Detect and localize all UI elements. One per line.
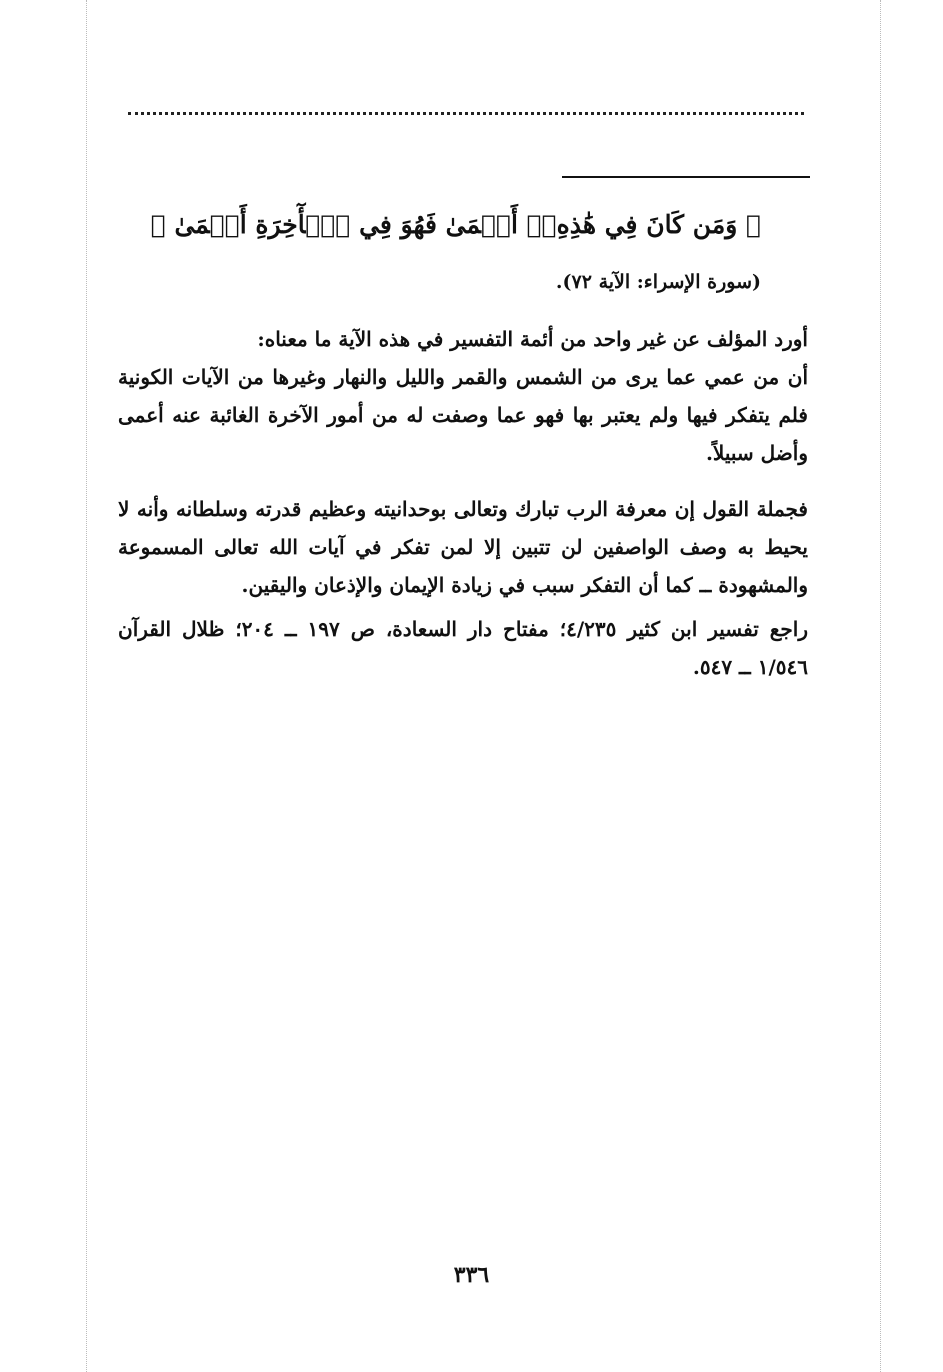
references-paragraph: راجع تفسير ابن كثير ٤/٢٣٥؛ مفتاح دار السعادة، ص ١٩٧ ــ ٢٠٤؛ ظلال القرآن ١/٥٤٦ ــ ٥٤٧. <box>118 617 808 679</box>
commentary-intro: أورد المؤلف عن غير واحد من أئمة التفسير في هذه الآية ما معناه: <box>257 327 808 351</box>
section-rule <box>562 176 810 178</box>
quran-verse: ﴿ وَمَن كَانَ فِي هَٰذِهِۦٓ أَعۡمَىٰ فَهُوَ فِي ٱلۡأٓخِرَةِ أَعۡمَىٰ ﴾ <box>150 210 761 239</box>
commentary-paragraph-2: فجملة القول إن معرفة الرب تبارك وتعالى بوحدانيته وعظيم قدرته وسلطانه وأنه لا يحيط به وصف الواصفين لن تتبين إلا لمن تفكر في آيات الله تعالى المسموعة والمشهودة ــ كما أن التفكر سبب في زيادة الإيمان والإذعان واليقين. <box>118 497 808 597</box>
commentary-paragraph-1: أن من عمي عما يرى من الشمس والقمر والليل والنهار وغيرها من الآيات الكونية فلم يتفكر فيها ولم يعتبر بها فهو عما وصفت له من أمور الآخرة الغائبة عنه أعمى وأضل سبيلاً. <box>118 365 809 465</box>
scan-margin-line-left <box>86 0 87 1372</box>
scan-margin-line-right <box>880 0 881 1372</box>
page-number: ٣٣٦ <box>453 1262 490 1288</box>
dotted-separator <box>128 112 804 115</box>
commentary-block <box>118 320 808 472</box>
verse-reference: (سورة الإسراء: الآية ٧٢). <box>555 271 761 293</box>
